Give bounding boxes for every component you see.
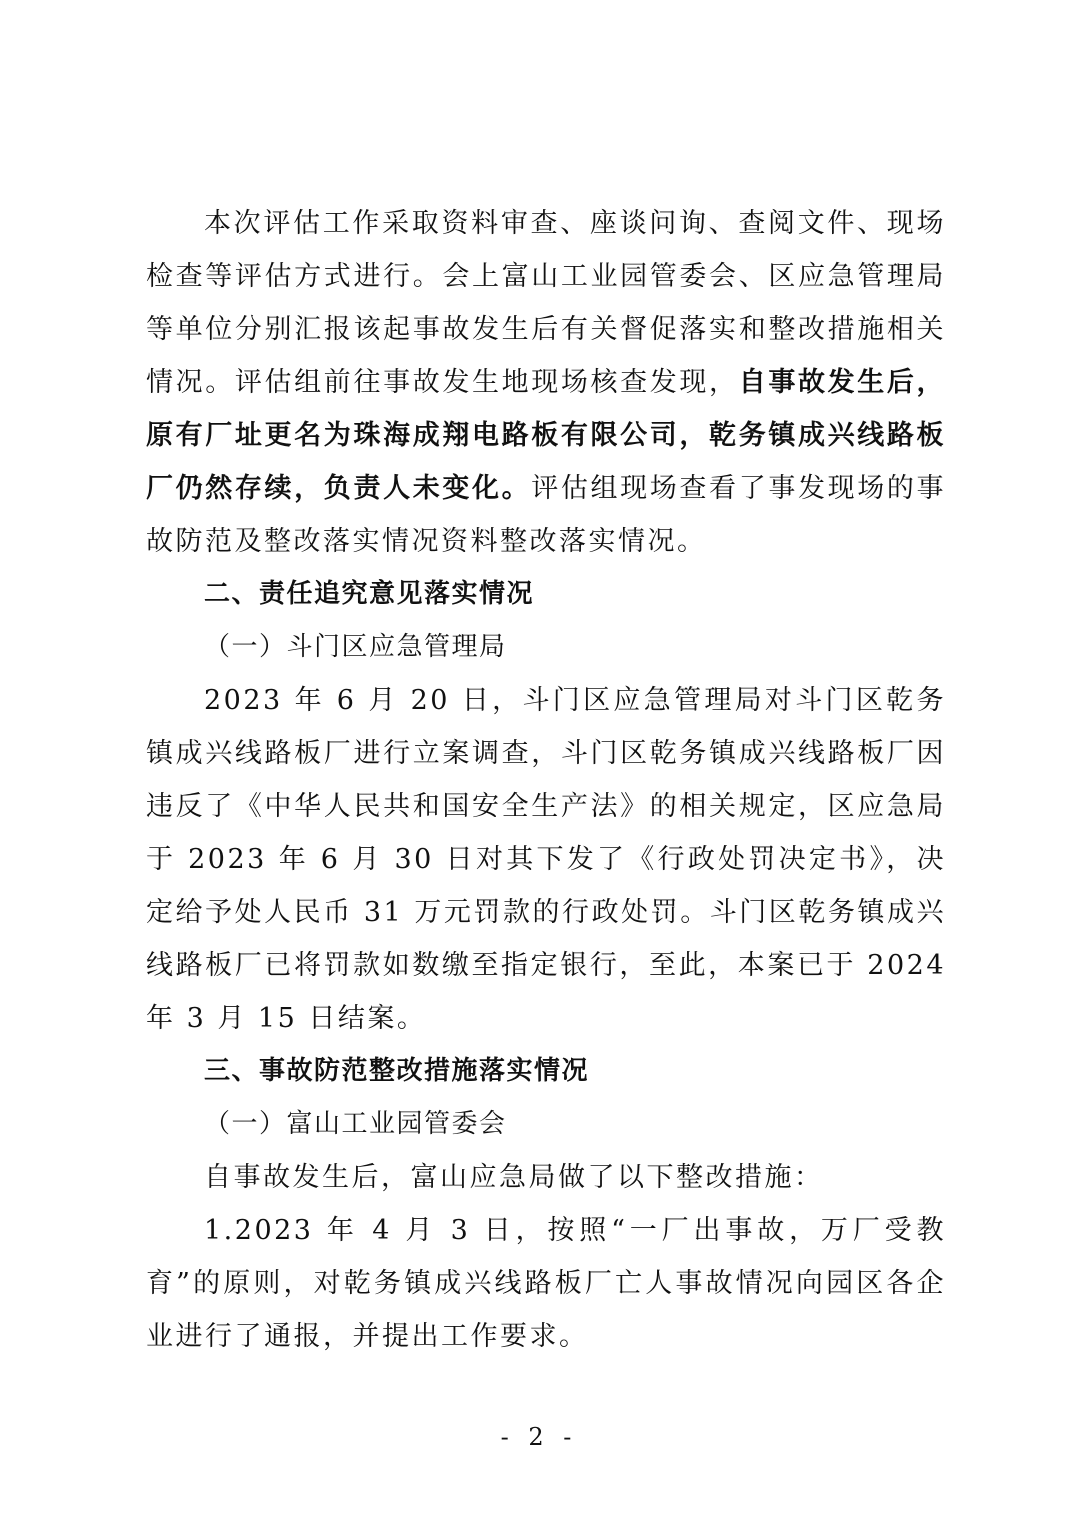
heading-text: 二、责任追究意见落实情况 [204, 579, 535, 609]
heading-text: 三、事故防范整改措施落实情况 [204, 1056, 590, 1086]
text-run: 1.2023 年 4 月 3 日，按照“一厂出事故，万厂受教育”的原则，对乾务镇成兴线路板厂亡人事故情况向园区各企业进行了通报，并提出工作要求。 [146, 1215, 946, 1352]
text-run: 自事故发生后，富山应急局做了以下整改措施： [204, 1162, 824, 1193]
document-body [146, 197, 946, 1363]
subheading-fushan-industrial-park [146, 1098, 946, 1151]
paragraph-penalty [146, 674, 946, 1045]
subheading-text: （一）富山工业园管委会 [204, 1109, 507, 1139]
paragraph-measures-intro [146, 1151, 946, 1204]
paragraph-evaluation-method [146, 197, 946, 568]
text-run: 本次评估工作采取资料审查、座谈问询、查阅文件、现场检查等评估方式进行。会上富山工业园管委会、区应急管理局等单位分别汇报该起事故发生后有关督促落实和整改措施相关情况。评估组前往事故发生地现场核查发现， [146, 208, 946, 398]
text-run: 2023 年 6 月 20 日，斗门区应急管理局对斗门区乾务镇成兴线路板厂进行立案调查，斗门区乾务镇成兴线路板厂因违反了《中华人民共和国安全生产法》的相关规定，区应急局于 2023 年 6 月 30 日对其下发了《行政处罚决定书》，决定给予处人民币 31 万元罚款的行政处罚。斗门区乾务镇成兴线路板厂已将罚款如数缴至指定银行，至此，本案已于 2024 年 3 月 15 日结案。 [146, 685, 946, 1034]
subheading-text: （一）斗门区应急管理局 [204, 632, 507, 662]
page-number: - 2 - [500, 1423, 578, 1451]
bold-text-run: 自事故发生后，原有厂址更名为珠海成翔电路板有限公司，乾务镇成兴线路板厂仍然存续，负责人未变化。 [146, 367, 947, 504]
section-heading-accountability [146, 568, 946, 621]
paragraph-measure-1 [146, 1204, 946, 1363]
section-heading-rectification [146, 1045, 946, 1098]
subheading-emergency-bureau [146, 621, 946, 674]
text-run: 评估组现场查看了事发现场的事故防范及整改落实情况资料整改落实情况。 [146, 473, 946, 557]
